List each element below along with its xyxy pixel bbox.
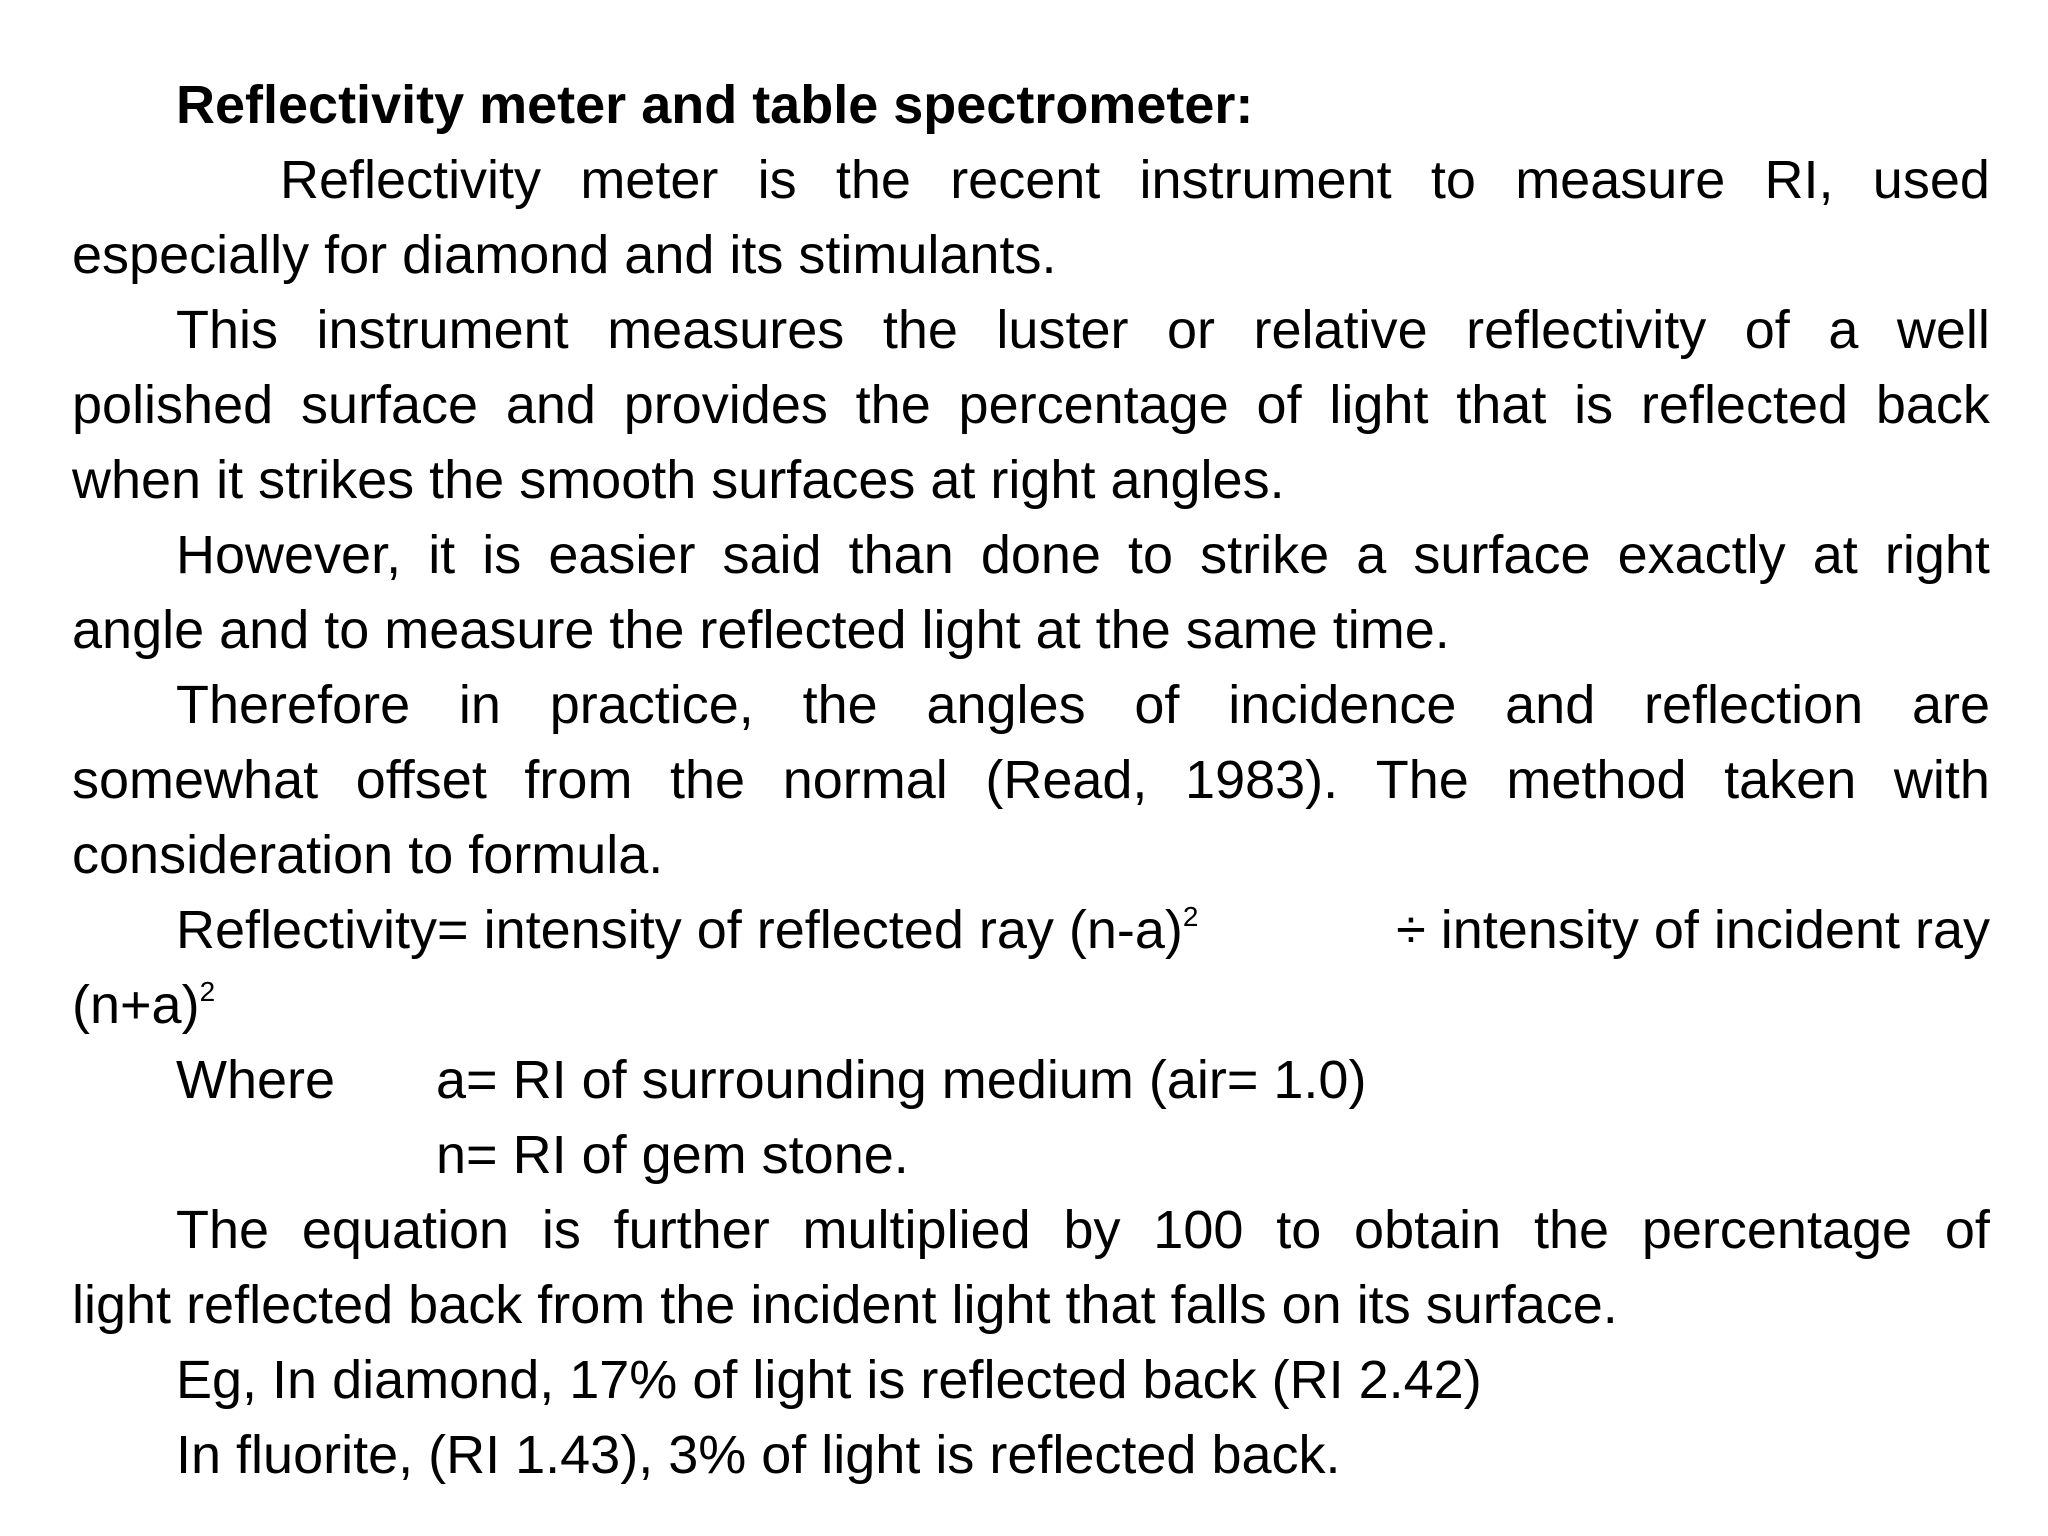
word: measure <box>1515 150 1726 210</box>
word: of <box>1944 1200 1990 1260</box>
word: at <box>1812 525 1858 585</box>
formula-exponent-1: 2 <box>1182 901 1199 932</box>
word: from <box>524 750 633 810</box>
word: than <box>848 525 954 585</box>
word: polished <box>72 375 274 435</box>
word: equation <box>301 1200 510 1260</box>
word: of <box>1134 675 1180 735</box>
formula-part-3: (n+a) <box>72 975 200 1035</box>
paragraph-3-line-1 <box>72 518 1990 593</box>
word: instrument <box>316 300 569 360</box>
word: percentage <box>1641 1200 1913 1260</box>
word: The <box>1375 750 1469 810</box>
word: (Read, <box>985 750 1148 810</box>
paragraph-4-line-1 <box>72 668 1990 743</box>
formula-line-1 <box>72 893 1990 968</box>
paragraph-4-line-3: consideration to formula. <box>72 825 664 885</box>
word: angles <box>926 675 1086 735</box>
word: normal <box>782 750 948 810</box>
word: surface <box>300 375 479 435</box>
word: reflection <box>1644 675 1864 735</box>
word: Reflectivity <box>280 150 542 210</box>
paragraph-2-line-1 <box>72 293 1990 368</box>
word: it <box>428 525 456 585</box>
word: provides <box>623 375 828 435</box>
word: the <box>882 300 958 360</box>
word: 1983). <box>1185 750 1339 810</box>
paragraph-5-line-2: light reflected back from the incident light that falls on its surface. <box>72 1275 1618 1335</box>
word: practice, <box>549 675 754 735</box>
word: surface <box>1413 525 1591 585</box>
word: the <box>835 150 911 210</box>
word: in <box>458 675 501 735</box>
example-fluorite: In fluorite, (RI 1.43), 3% of light is reflected back. <box>176 1425 1341 1485</box>
where-row <box>72 1043 1990 1118</box>
word: 100 <box>1153 1200 1244 1260</box>
formula-exponent-2: 2 <box>199 976 216 1007</box>
word: offset <box>355 750 487 810</box>
word: reflectivity <box>1466 300 1707 360</box>
word: and <box>505 375 596 435</box>
word: further <box>613 1200 770 1260</box>
word: measures <box>607 300 845 360</box>
word: recent <box>950 150 1101 210</box>
word: to <box>1430 150 1476 210</box>
word: percentage <box>958 375 1229 435</box>
word: incidence <box>1228 675 1457 735</box>
example-diamond: Eg, In diamond, 17% of light is reflected back (RI 2.42) <box>176 1350 1482 1410</box>
word: somewhat <box>72 750 319 810</box>
where-a-definition: a= RI of surrounding medium (air= 1.0) <box>436 1050 1367 1110</box>
word: meter <box>580 150 719 210</box>
word: are <box>1911 675 1990 735</box>
word: back <box>1875 375 1990 435</box>
word: done <box>980 525 1101 585</box>
word: method <box>1506 750 1687 810</box>
word: the <box>855 375 931 435</box>
where-n-definition: n= RI of gem stone. <box>436 1125 909 1185</box>
word: the <box>1533 1200 1610 1260</box>
word: multiplied <box>802 1200 1031 1260</box>
word: with <box>1893 750 1990 810</box>
paragraph-4-line-2 <box>72 743 1990 818</box>
formula-left <box>176 893 1198 968</box>
word: is <box>541 1200 581 1260</box>
word: that <box>1456 375 1547 435</box>
word: by <box>1063 1200 1121 1260</box>
word: is <box>1574 375 1614 435</box>
word: the <box>802 675 878 735</box>
word: a <box>1828 300 1859 360</box>
paragraph-2-line-2 <box>72 368 1990 443</box>
word: is <box>482 525 522 585</box>
word: strike <box>1200 525 1330 585</box>
word: This <box>176 300 279 360</box>
word: said <box>722 525 822 585</box>
word: light <box>1329 375 1429 435</box>
where-label: Where <box>176 1050 336 1110</box>
word: instrument <box>1139 150 1392 210</box>
word: of <box>1744 300 1790 360</box>
paragraph-1-line-1 <box>72 143 1990 218</box>
word: obtain <box>1354 1200 1502 1260</box>
paragraph-3-line-2: angle and to measure the reflected light at the same time. <box>72 600 1450 660</box>
word: used <box>1872 150 1990 210</box>
word: well <box>1896 300 1990 360</box>
word: The <box>176 1200 270 1260</box>
formula-line-2 <box>72 968 1990 1043</box>
paragraph-1-line-2: especially for diamond and its stimulants. <box>72 225 1057 285</box>
word: right <box>1884 525 1990 585</box>
document-body <box>72 68 1990 1493</box>
word: and <box>1505 675 1596 735</box>
word: relative <box>1253 300 1428 360</box>
word: to <box>1276 1200 1322 1260</box>
word: of <box>1256 375 1302 435</box>
word: the <box>670 750 746 810</box>
paragraph-2-line-3: when it strikes the smooth surfaces at right angles. <box>72 450 1285 510</box>
word: a <box>1356 525 1387 585</box>
word: is <box>757 150 797 210</box>
formula-part-1: Reflectivity= intensity of reflected ray (n-a) <box>176 900 1183 960</box>
word: luster <box>996 300 1129 360</box>
word: taken <box>1724 750 1857 810</box>
word: RI, <box>1764 150 1834 210</box>
word: Therefore <box>176 675 411 735</box>
word: to <box>1128 525 1174 585</box>
word: exactly <box>1617 525 1786 585</box>
word: reflected <box>1640 375 1849 435</box>
word: easier <box>548 525 696 585</box>
paragraph-5-line-1 <box>72 1193 1990 1268</box>
word: However, <box>176 525 402 585</box>
document-title: Reflectivity meter and table spectrometer: <box>176 75 1254 135</box>
formula-part-2: ÷ intensity of incident ray <box>1396 900 1990 960</box>
word: or <box>1167 300 1216 360</box>
